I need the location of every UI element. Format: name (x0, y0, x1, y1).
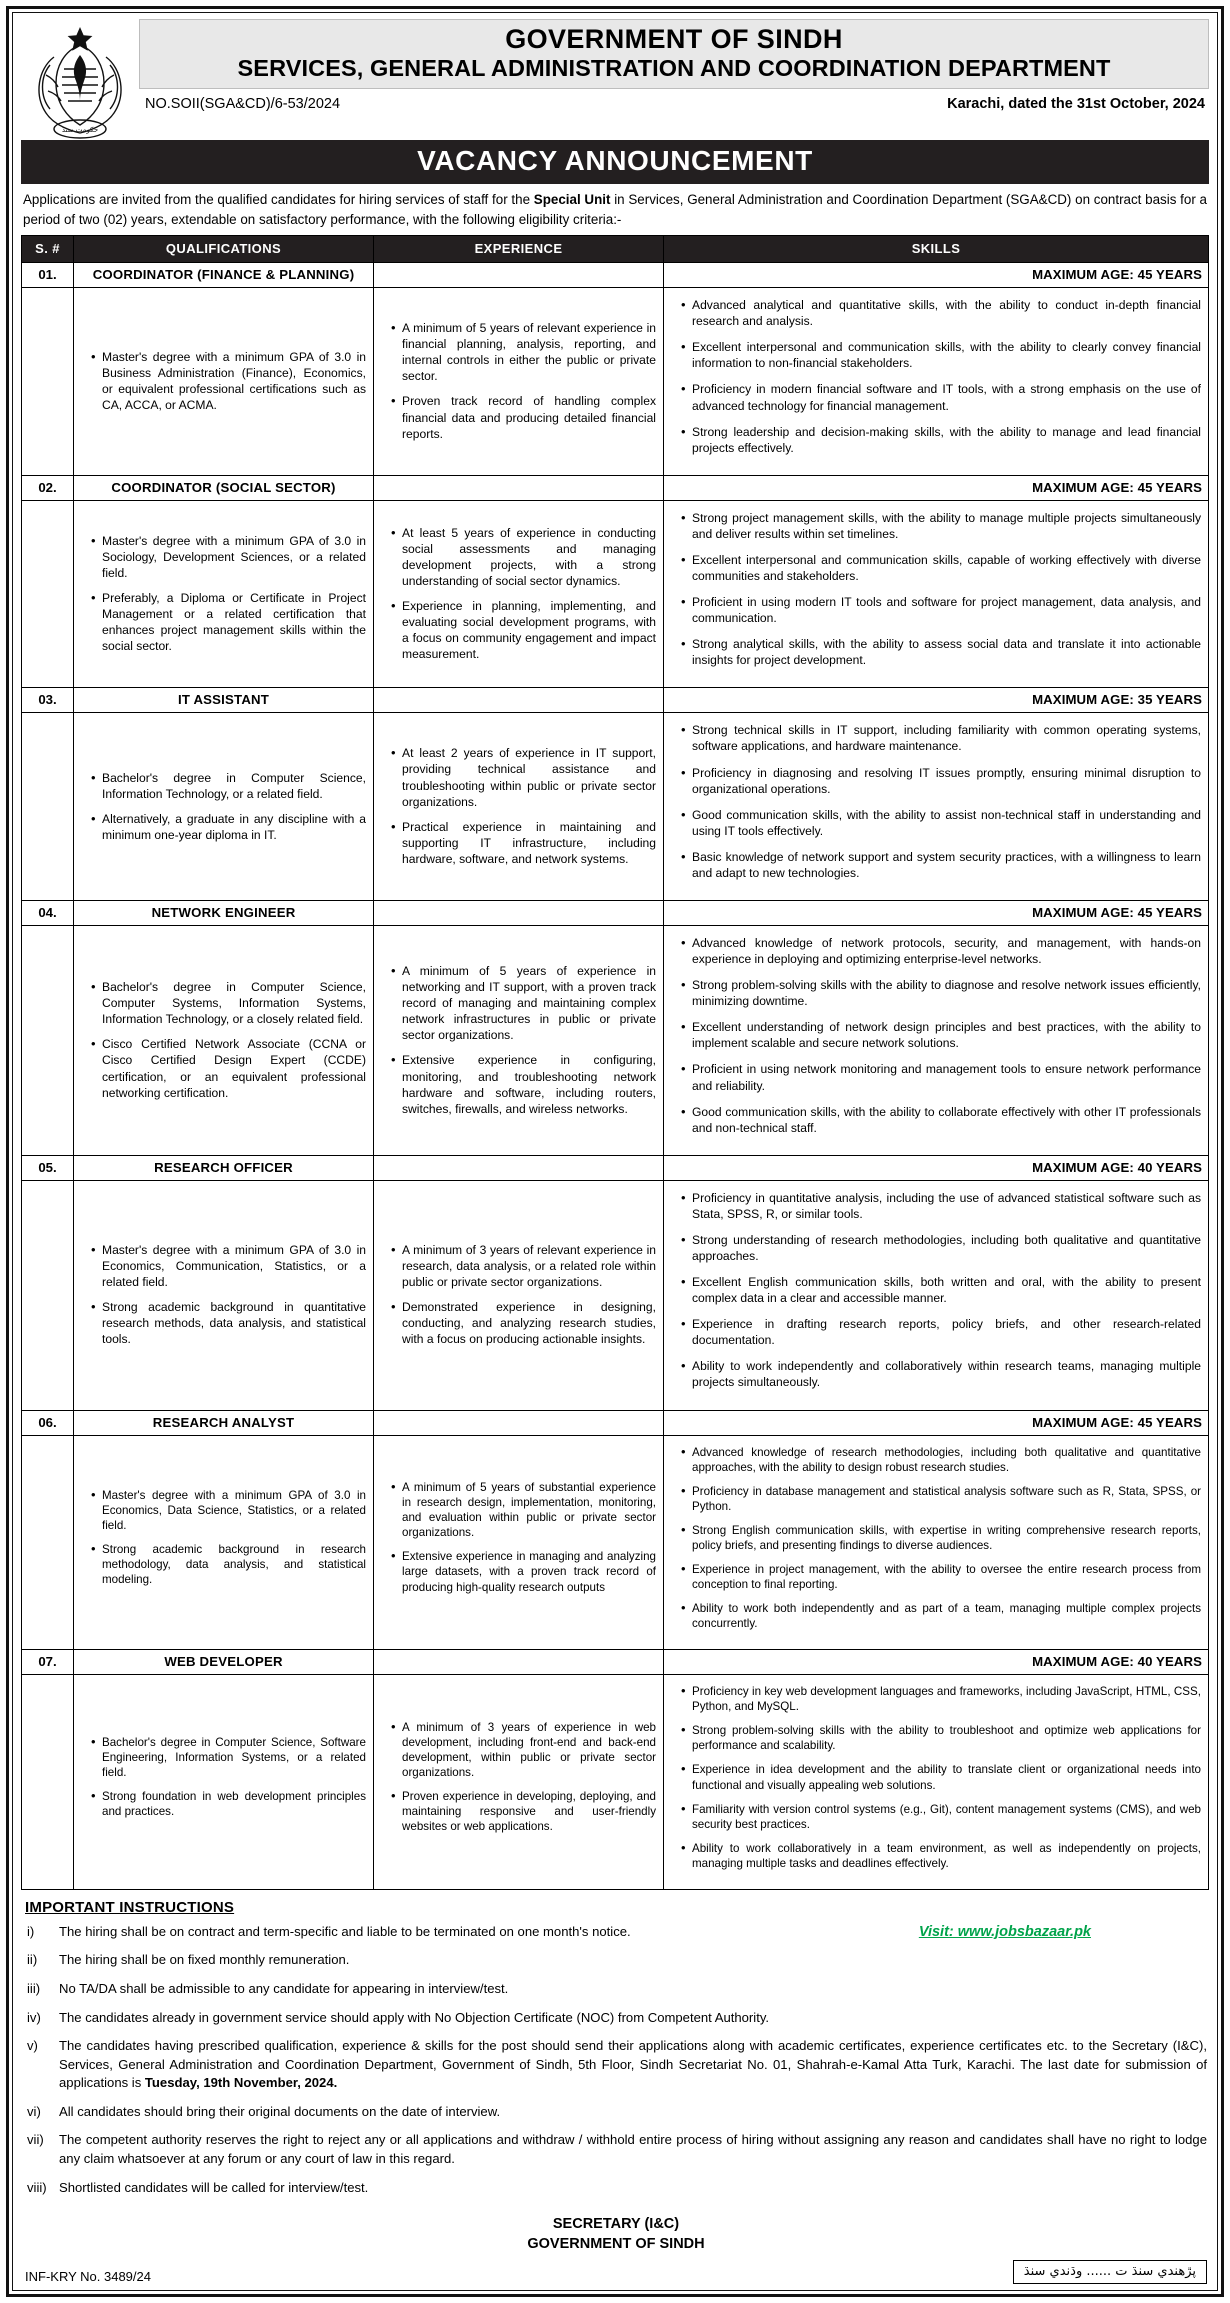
post-title: WEB DEVELOPER (74, 1650, 374, 1675)
list-item: • Strong academic background in quantitative research methods, data analysis, and statistical tools. (93, 1299, 366, 1347)
list-item: • Ability to work collaboratively in a team environment, as well as independently on projects, managing multiple tasks and deadlines effectively. (683, 1841, 1201, 1871)
instruction-item (25, 2131, 1207, 2168)
experience-cell (374, 926, 664, 1156)
list-item: • Strong leadership and decision-making skills, with the ability to manage and lead financial projects effectively. (683, 424, 1201, 456)
instruction-item (25, 2009, 1207, 2028)
list-item: • Experience in idea development and the ability to translate client or organizational needs into functional and visually appealing web solutions. (683, 1762, 1201, 1792)
skills-list (671, 1445, 1201, 1632)
instruction-number: ii) (27, 1952, 38, 1968)
list-item: • Bachelor's degree in Computer Science, Software Engineering, Information Systems, or a related field. (93, 1735, 366, 1780)
serial-number: 07. (22, 1650, 74, 1675)
list-item: • Proficient in using modern IT tools and software for project management, data analysis, and communication. (683, 594, 1201, 626)
spacer-cell (374, 263, 664, 288)
list-item: • Extensive experience in configuring, monitoring, and troubleshooting network hardware and software, including routers, switches, firewalls, and wireless networks. (393, 1052, 656, 1116)
instruction-number: viii) (27, 2179, 47, 2195)
serial-number: 02. (22, 475, 74, 500)
maximum-age: MAXIMUM AGE: 45 YEARS (664, 263, 1209, 288)
experience-list (381, 320, 656, 442)
serial-spacer (22, 1435, 74, 1650)
experience-list (381, 1720, 656, 1834)
instruction-text: The candidates having prescribed qualification, experience & skills for the post should send their applications along with academic certificates, experience certificates etc. to the Secretary (I&C), Services, General Administration and Coordination Department, Government of Sindh, 5th Floor, Sindh Secretariat No. 01, Shahrah-e-Kamal Atta Turk, Karachi. The last date for submission of applications is Tuesday, 19th November, 2024. (59, 2038, 1207, 2091)
serial-spacer (22, 926, 74, 1156)
list-item: • Master's degree with a minimum GPA of 3.0 in Economics, Communication, Statistics, or a related field. (93, 1242, 366, 1290)
vacancy-announcement-banner: VACANCY ANNOUNCEMENT (21, 140, 1209, 184)
post-title-row (22, 475, 1209, 500)
instruction-number: i) (27, 1923, 35, 1939)
spacer-cell (374, 475, 664, 500)
post-detail-row (22, 288, 1209, 476)
list-item: • Bachelor's degree in Computer Science, Computer Systems, Information Systems, Information Technology, or a closely related field. (93, 979, 366, 1027)
skills-cell (664, 713, 1209, 901)
list-item: • Good communication skills, with the ability to collaborate effectively with other IT professionals and non-technical staff. (683, 1104, 1201, 1136)
list-item: • Excellent interpersonal and communication skills, with the ability to clearly convey financial information to non-financial stakeholders. (683, 339, 1201, 371)
list-item: • Strong understanding of research methodologies, including both qualitative and quantitative approaches. (683, 1232, 1201, 1264)
column-header-qualifications: QUALIFICATIONS (74, 236, 374, 263)
experience-list (381, 1480, 656, 1594)
experience-cell (374, 1180, 664, 1410)
qualifications-cell (74, 713, 374, 901)
svg-text:حکومت سنڌ: حکومت سنڌ (61, 126, 99, 134)
table-header-row (22, 236, 1209, 263)
post-detail-row (22, 1180, 1209, 1410)
experience-list (381, 525, 656, 663)
vacancy-table (21, 235, 1209, 1890)
experience-cell (374, 1435, 664, 1650)
inf-number: INF-KRY No. 3489/24 (25, 2269, 151, 2285)
instruction-text: The competent authority reserves the right to reject any or all applications and withdraw / withhold entire process of hiring without assigning any reason and candidates shall have no right to lodge any claim whatsoever at any forum or any court of law in this regard. (59, 2132, 1207, 2167)
list-item: • Proficiency in modern financial software and IT tools, with a strong emphasis on the use of advanced technology for financial management. (683, 381, 1201, 413)
instruction-number: v) (27, 2038, 38, 2054)
place-and-date: Karachi, dated the 31st October, 2024 (947, 96, 1205, 113)
maximum-age: MAXIMUM AGE: 40 YEARS (664, 1650, 1209, 1675)
spacer-cell (374, 688, 664, 713)
post-detail-row (22, 926, 1209, 1156)
list-item: • Extensive experience in managing and analyzing large datasets, with a proven track record of producing high-quality research outputs (393, 1549, 656, 1594)
list-item: • Master's degree with a minimum GPA of 3.0 in Business Administration (Finance), Economics, or equivalent professional certifications such as CA, ACCA, or ACMA. (93, 349, 366, 413)
list-item: • Excellent interpersonal and communication skills, capable of working effectively with diverse communities and stakeholders. (683, 552, 1201, 584)
skills-list (671, 297, 1201, 456)
serial-number: 05. (22, 1155, 74, 1180)
qualifications-cell (74, 1435, 374, 1650)
list-item: • Cisco Certified Network Associate (CCNA or Cisco Certified Design Expert (CCDE) certification, or an equivalent professional networking certification. (93, 1036, 366, 1100)
document-header (21, 19, 1209, 139)
list-item: • Proven track record of handling complex financial data and producing detailed financial reports. (393, 393, 656, 441)
list-item: • Experience in drafting research reports, policy briefs, and other research-related documentation. (683, 1316, 1201, 1348)
list-item: • Proficiency in diagnosing and resolving IT issues promptly, ensuring minimal disruption to organizational operations. (683, 765, 1201, 797)
post-title: COORDINATOR (SOCIAL SECTOR) (74, 475, 374, 500)
list-item: • Master's degree with a minimum GPA of 3.0 in Sociology, Development Sciences, or a related field. (93, 533, 366, 581)
qualifications-list (81, 1488, 366, 1587)
skills-cell (664, 500, 1209, 688)
skills-cell (664, 1675, 1209, 1890)
list-item: • Excellent English communication skills, both written and oral, with the ability to present complex data in a clear and accessible manner. (683, 1274, 1201, 1306)
serial-number: 03. (22, 688, 74, 713)
spacer-cell (374, 1650, 664, 1675)
qualifications-list (81, 1242, 366, 1347)
reference-number: NO.SOII(SGA&CD)/6-53/2024 (145, 96, 341, 113)
serial-spacer (22, 500, 74, 688)
post-title-row (22, 901, 1209, 926)
list-item: • A minimum of 5 years of experience in networking and IT support, with a proven track record of managing and maintaining complex network infrastructures in public or private sector organizations. (393, 963, 656, 1043)
instructions-list (25, 1923, 1207, 2197)
maximum-age: MAXIMUM AGE: 45 YEARS (664, 475, 1209, 500)
instruction-item (25, 1951, 1207, 1970)
list-item: • Proficiency in key web development languages and frameworks, including JavaScript, HTML, CSS, Python, and MySQL. (683, 1684, 1201, 1714)
post-title-row (22, 1650, 1209, 1675)
signature-designation: SECRETARY (I&C) (552, 2216, 680, 2233)
serial-spacer (22, 288, 74, 476)
signature-authority: GOVERNMENT OF SINDH (527, 2235, 705, 2252)
list-item: • Strong problem-solving skills with the ability to troubleshoot and optimize web applications for performance and scalability. (683, 1723, 1201, 1753)
skills-list (671, 1190, 1201, 1391)
qualifications-list (81, 979, 366, 1101)
serial-spacer (22, 1180, 74, 1410)
post-title-row (22, 263, 1209, 288)
post-title: RESEARCH OFFICER (74, 1155, 374, 1180)
qualifications-cell (74, 288, 374, 476)
list-item: • Bachelor's degree in Computer Science, Information Technology, or a related field. (93, 770, 366, 802)
qualifications-cell (74, 1180, 374, 1410)
list-item: • A minimum of 3 years of experience in web development, including front-end and back-end development, within public or private sector organizations. (393, 1720, 656, 1780)
list-item: • Strong project management skills, with the ability to manage multiple projects simultaneously and deliver results within set timelines. (683, 510, 1201, 542)
list-item: • Master's degree with a minimum GPA of 3.0 in Economics, Data Science, Statistics, or a related field. (93, 1488, 366, 1533)
list-item: • Demonstrated experience in designing, conducting, and analyzing research studies, with a focus on producing actionable insights. (393, 1299, 656, 1347)
qualifications-list (81, 1735, 366, 1819)
spacer-cell (374, 1155, 664, 1180)
list-item: • A minimum of 3 years of relevant experience in research, data analysis, or a related role within public or private sector organizations. (393, 1242, 656, 1290)
post-detail-row (22, 713, 1209, 901)
instruction-text: Shortlisted candidates will be called for interview/test. (59, 2179, 369, 2195)
qualifications-cell (74, 500, 374, 688)
list-item: • Ability to work both independently and as part of a team, managing multiple complex projects concurrently. (683, 1601, 1201, 1631)
maximum-age: MAXIMUM AGE: 35 YEARS (664, 688, 1209, 713)
skills-cell (664, 288, 1209, 476)
instruction-item (25, 1980, 1207, 1999)
column-header-serial: S. # (22, 236, 74, 263)
inner-border (12, 12, 1218, 2291)
list-item: • Familiarity with version control systems (e.g., Git), content management systems (CMS), and web security best practices. (683, 1802, 1201, 1832)
header-meta-row (139, 89, 1209, 118)
urdu-slogan-box: پڙهندي سنڌ ت ...... وڌندي سنڌ (1013, 2260, 1207, 2284)
instruction-text: The hiring shall be on fixed monthly remuneration. (59, 1952, 350, 1968)
list-item: • Ability to work independently and collaboratively within research teams, managing multiple projects simultaneously. (683, 1358, 1201, 1390)
list-item: • Preferably, a Diploma or Certificate in Project Management or a related certification that enhances project management skills within the social sector. (93, 590, 366, 654)
list-item: • Advanced knowledge of network protocols, security, and management, with hands-on experience in deploying and optimizing enterprise-level networks. (683, 935, 1201, 967)
list-item: • Advanced knowledge of research methodologies, including both qualitative and quantitative approaches, with the ability to design robust research studies. (683, 1445, 1201, 1475)
instruction-text: No TA/DA shall be admissible to any candidate for appearing in interview/test. (59, 1980, 509, 1996)
skills-list (671, 510, 1201, 669)
list-item: • Alternatively, a graduate in any discipline with a minimum one-year diploma in IT. (93, 811, 366, 843)
serial-number: 06. (22, 1410, 74, 1435)
sindh-government-crest-icon (21, 19, 139, 139)
instruction-number: vii) (27, 2132, 44, 2148)
skills-cell (664, 1435, 1209, 1650)
footer-row (25, 2260, 1207, 2286)
skills-list (671, 722, 1201, 881)
maximum-age: MAXIMUM AGE: 40 YEARS (664, 1155, 1209, 1180)
list-item: • Strong technical skills in IT support, including familiarity with common operating systems, software applications, and hardware maintenance. (683, 722, 1201, 754)
post-title-row (22, 688, 1209, 713)
instruction-emphasis: Tuesday, 19th November, 2024. (144, 2075, 338, 2091)
maximum-age: MAXIMUM AGE: 45 YEARS (664, 1410, 1209, 1435)
skills-cell (664, 926, 1209, 1156)
instruction-number: iii) (27, 1980, 41, 1996)
post-title: IT ASSISTANT (74, 688, 374, 713)
signature-block (25, 2215, 1207, 2254)
instruction-text: The candidates already in government service should apply with No Objection Certificate (NOC) from Competent Authority. (59, 2009, 770, 2025)
qualifications-list (81, 533, 366, 655)
qualifications-list (81, 770, 366, 843)
experience-list (381, 745, 656, 867)
important-instructions-section (21, 1890, 1209, 2286)
spacer-cell (374, 901, 664, 926)
experience-list (381, 963, 656, 1117)
post-title-row (22, 1155, 1209, 1180)
department-name: SERVICES, GENERAL ADMINISTRATION AND COORDINATION DEPARTMENT (237, 55, 1111, 82)
column-header-skills: SKILLS (664, 236, 1209, 263)
list-item: • Experience in project management, with the ability to oversee the entire research process from conception to final reporting. (683, 1562, 1201, 1592)
qualifications-cell (74, 1675, 374, 1890)
outer-border (6, 6, 1224, 2297)
government-name: GOVERNMENT OF SINDH (505, 24, 843, 54)
intro-highlight: Special Unit (533, 192, 611, 207)
list-item: • At least 5 years of experience in conducting social assessments and managing development projects, with a strong understanding of social sector dynamics. (393, 525, 656, 589)
experience-cell (374, 288, 664, 476)
list-item: • Proficiency in quantitative analysis, including the use of advanced statistical software such as Stata, SPSS, R, or similar tools. (683, 1190, 1201, 1222)
visit-website-link[interactable]: Visit: www.jobsbazaar.pk (918, 1923, 1091, 1940)
instruction-item (25, 2037, 1207, 2093)
instructions-title: IMPORTANT INSTRUCTIONS (25, 1898, 235, 1916)
serial-spacer (22, 713, 74, 901)
post-title: RESEARCH ANALYST (74, 1410, 374, 1435)
government-title-box (139, 19, 1209, 89)
list-item: • Strong English communication skills, with expertise in writing comprehensive research reports, policy briefs, and presenting findings to diverse audiences. (683, 1523, 1201, 1553)
serial-spacer (22, 1675, 74, 1890)
instruction-number: iv) (27, 2009, 41, 2025)
skills-list (671, 935, 1201, 1136)
experience-list (381, 1242, 656, 1347)
instruction-number: vi) (27, 2103, 41, 2119)
instruction-text: All candidates should bring their original documents on the date of interview. (59, 2103, 501, 2119)
list-item: • Strong problem-solving skills with the ability to diagnose and resolve network issues efficiently, minimizing downtime. (683, 977, 1201, 1009)
skills-list (671, 1684, 1201, 1871)
experience-cell (374, 1675, 664, 1890)
list-item: • A minimum of 5 years of relevant experience in financial planning, analysis, reporting, and internal controls in either the public or private sector. (393, 320, 656, 384)
serial-number: 01. (22, 263, 74, 288)
post-detail-row (22, 1675, 1209, 1890)
serial-number: 04. (22, 901, 74, 926)
post-detail-row (22, 1435, 1209, 1650)
post-title: COORDINATOR (FINANCE & PLANNING) (74, 263, 374, 288)
skills-cell (664, 1180, 1209, 1410)
list-item: • Strong analytical skills, with the ability to assess social data and translate it into actionable insights for project development. (683, 636, 1201, 668)
post-title: NETWORK ENGINEER (74, 901, 374, 926)
list-item: • Advanced analytical and quantitative skills, with the ability to conduct in-depth financial research and analysis. (683, 297, 1201, 329)
list-item: • A minimum of 5 years of substantial experience in research design, implementation, monitoring, and evaluation within public or private sector organizations. (393, 1480, 656, 1540)
instruction-item (25, 2179, 1207, 2198)
list-item: • Strong academic background in research methodology, data analysis, and statistical modeling. (93, 1542, 366, 1587)
list-item: • Proficient in using network monitoring and management tools to ensure network performance and reliability. (683, 1061, 1201, 1093)
list-item: • Practical experience in maintaining and supporting IT infrastructure, including hardware, software, and network systems. (393, 819, 656, 867)
maximum-age: MAXIMUM AGE: 45 YEARS (664, 901, 1209, 926)
list-item: • Good communication skills, with the ability to assist non-technical staff in understanding and using IT tools effectively. (683, 807, 1201, 839)
list-item: • Basic knowledge of network support and system security practices, with a willingness to learn and adapt to new technologies. (683, 849, 1201, 881)
list-item: • Strong foundation in web development principles and practices. (93, 1789, 366, 1819)
list-item: • Proven experience in developing, deploying, and maintaining responsive and user-friendly websites or web applications. (393, 1789, 656, 1834)
post-title-row (22, 1410, 1209, 1435)
qualifications-list (81, 349, 366, 413)
instruction-text: The hiring shall be on contract and term-specific and liable to be terminated on one month's notice. (59, 1923, 631, 1939)
instruction-item (25, 2103, 1207, 2122)
list-item: • At least 2 years of experience in IT support, providing technical assistance and troubleshooting within public or private sector organizations. (393, 745, 656, 809)
qualifications-cell (74, 926, 374, 1156)
list-item: • Proficiency in database management and statistical analysis software such as R, Stata, SPSS, or Python. (683, 1484, 1201, 1514)
experience-cell (374, 500, 664, 688)
intro-paragraph: Applications are invited from the qualified candidates for hiring services of staff for the Special Unit in Services, General Administration and Coordination Department (SGA&CD) on contract basis for a period of two (02) years, extendable on satisfactory performance, with the following eligibility criteria:- (23, 192, 1207, 227)
list-item: • Experience in planning, implementing, and evaluating social development programs, with a focus on community engagement and impact measurement. (393, 598, 656, 662)
list-item: • Excellent understanding of network design principles and best practices, with the ability to implement scalable and secure network solutions. (683, 1019, 1201, 1051)
spacer-cell (374, 1410, 664, 1435)
post-detail-row (22, 500, 1209, 688)
column-header-experience: EXPERIENCE (374, 236, 664, 263)
experience-cell (374, 713, 664, 901)
